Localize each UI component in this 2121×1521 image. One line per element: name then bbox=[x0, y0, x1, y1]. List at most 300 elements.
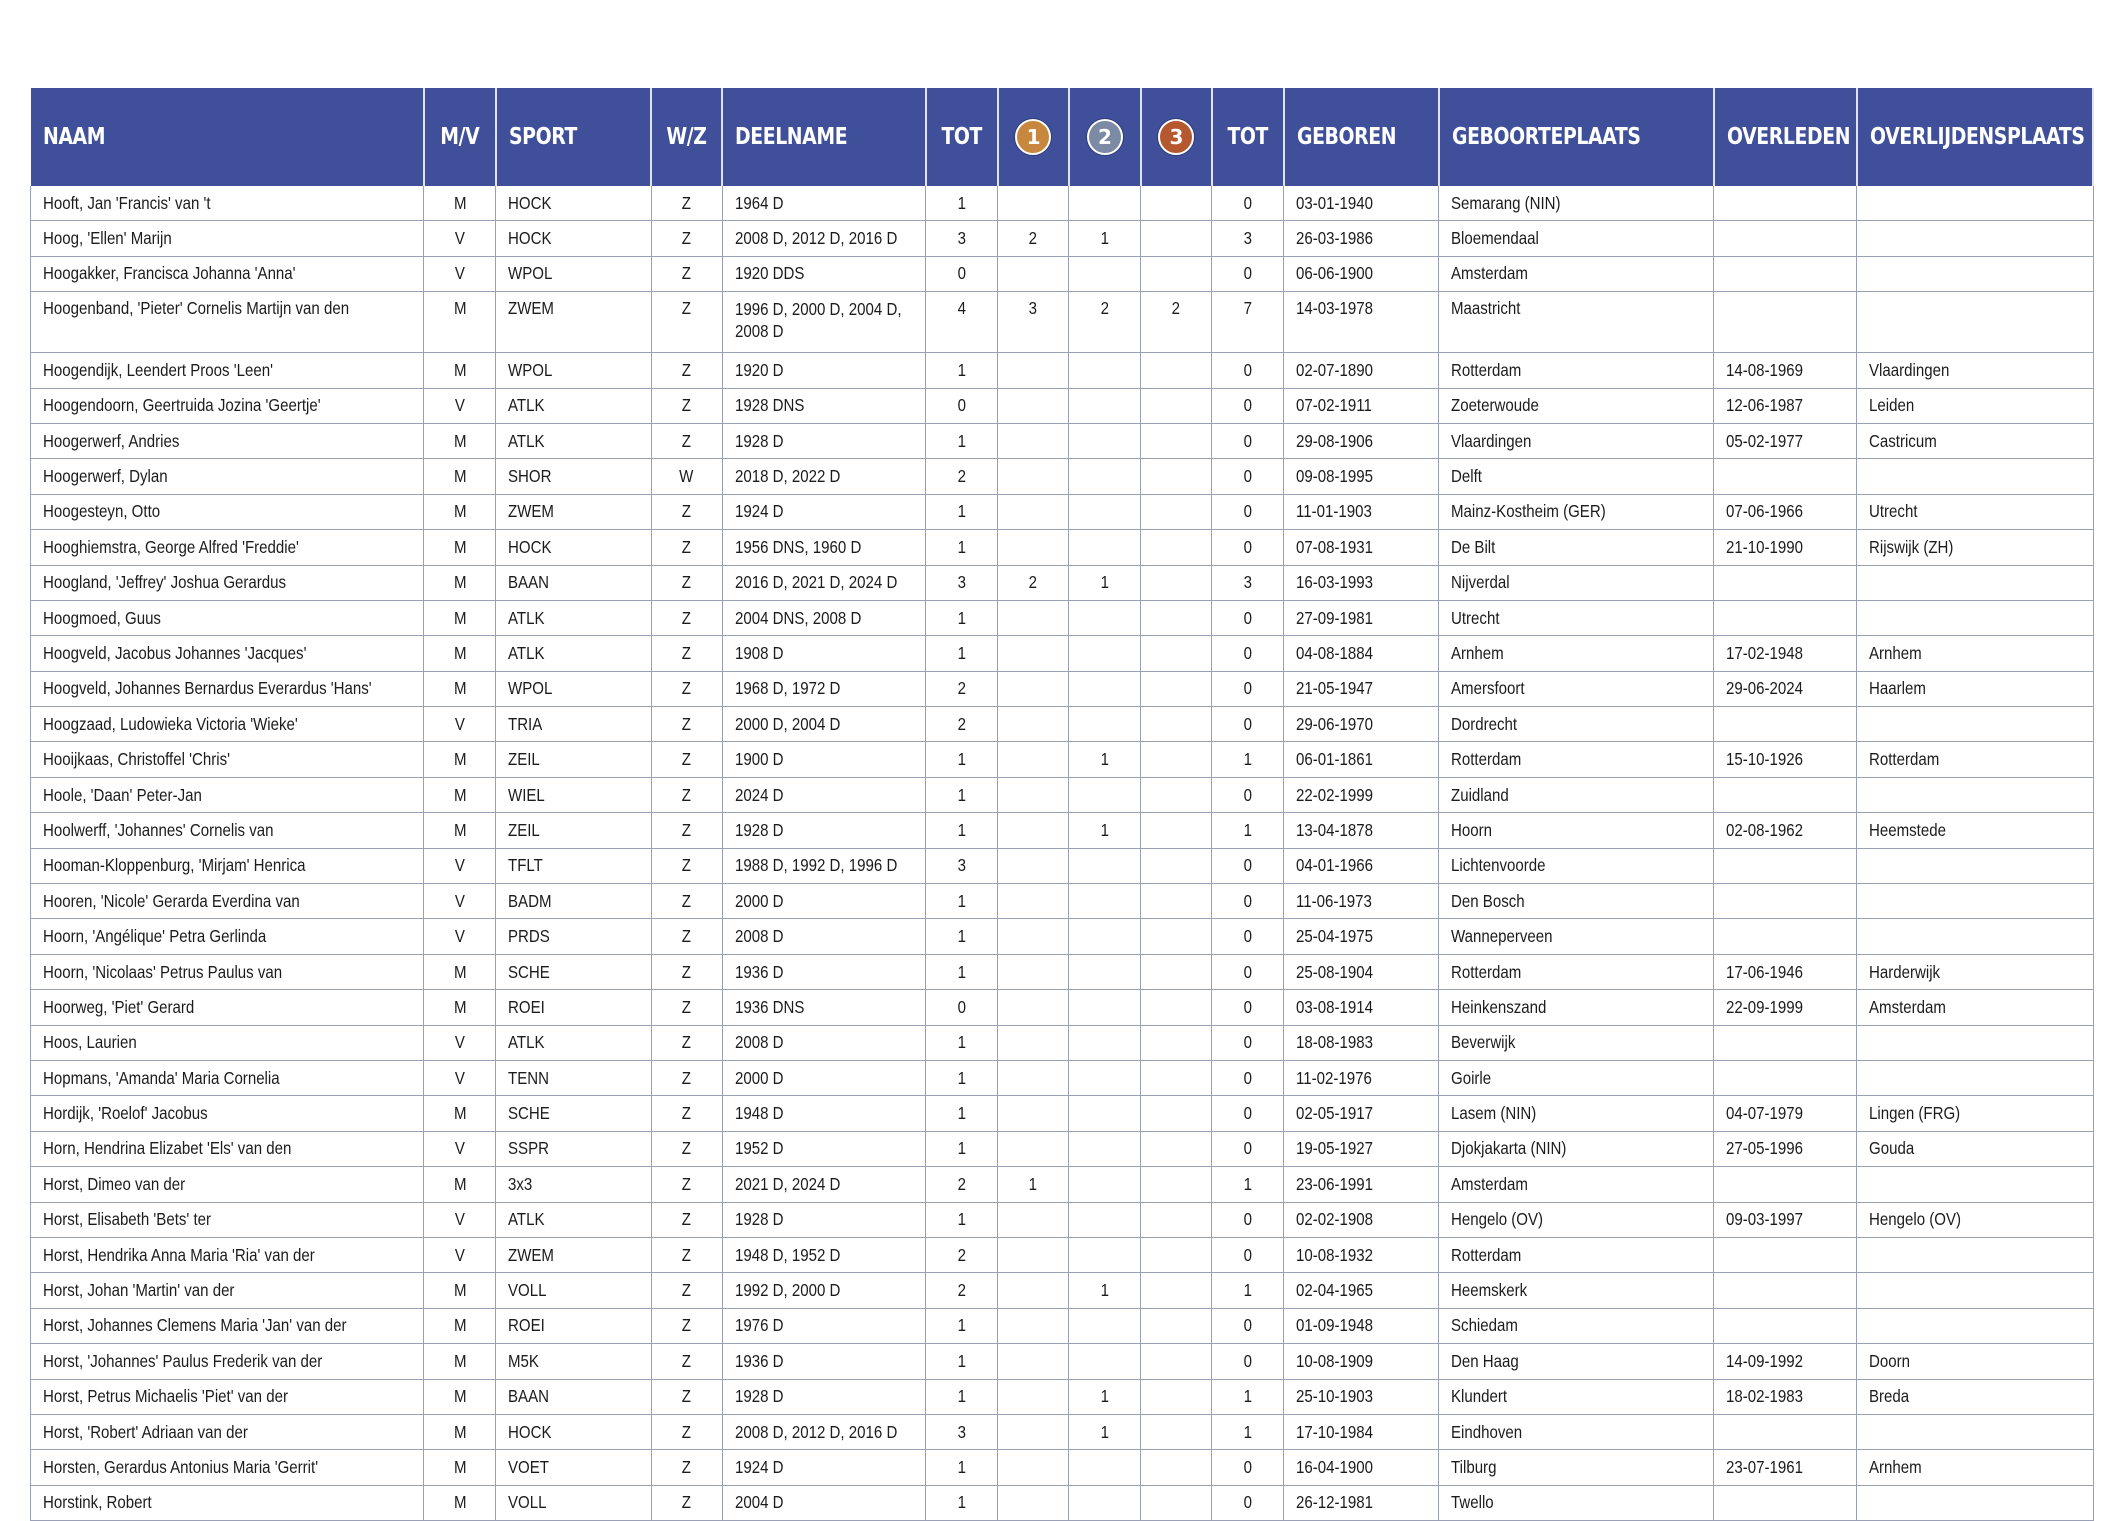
cell-mv: V bbox=[424, 848, 496, 883]
cell-overlijdensplaats: Leiden bbox=[1857, 388, 2093, 423]
cell-geboorteplaats: Amsterdam bbox=[1439, 256, 1714, 291]
cell-overlijdensplaats bbox=[1857, 565, 2093, 600]
cell-naam: Hoogenband, 'Pieter' Cornelis Martijn van den bbox=[31, 292, 424, 353]
cell-silver: 1 bbox=[1069, 1273, 1141, 1308]
cell-sport: BAAN bbox=[496, 1379, 651, 1414]
cell-deelname: 1928 D bbox=[722, 1379, 926, 1414]
cell-geboren: 22-02-1999 bbox=[1284, 777, 1439, 812]
cell-overlijdensplaats: Heemstede bbox=[1857, 813, 2093, 848]
header-row bbox=[31, 88, 2094, 186]
cell-wz: Z bbox=[651, 221, 722, 256]
cell-overleden: 23-07-1961 bbox=[1714, 1450, 1857, 1485]
cell-tot-medals: 0 bbox=[1212, 1060, 1284, 1095]
cell-geboren: 02-05-1917 bbox=[1284, 1096, 1439, 1131]
cell-geboren: 18-08-1983 bbox=[1284, 1025, 1439, 1060]
cell-overlijdensplaats: Rijswijk (ZH) bbox=[1857, 530, 2093, 565]
cell-sport: SSPR bbox=[496, 1131, 651, 1166]
cell-bronze bbox=[1141, 423, 1212, 458]
cell-tot-participations: 1 bbox=[926, 777, 998, 812]
header-geboren: GEBOREN bbox=[1284, 88, 1439, 186]
cell-overlijdensplaats: Castricum bbox=[1857, 423, 2093, 458]
table-row bbox=[31, 1096, 2094, 1131]
cell-geboorteplaats: Hengelo (OV) bbox=[1439, 1202, 1714, 1237]
cell-gold: 2 bbox=[998, 565, 1069, 600]
cell-sport: HOCK bbox=[496, 530, 651, 565]
cell-geboren: 26-03-1986 bbox=[1284, 221, 1439, 256]
cell-mv: M bbox=[424, 777, 496, 812]
table-row bbox=[31, 671, 2094, 706]
cell-geboorteplaats: Eindhoven bbox=[1439, 1414, 1714, 1449]
cell-mv: V bbox=[424, 1025, 496, 1060]
cell-overleden bbox=[1714, 777, 1857, 812]
cell-naam: Horst, Elisabeth 'Bets' ter bbox=[31, 1202, 424, 1237]
cell-overleden: 22-09-1999 bbox=[1714, 990, 1857, 1025]
cell-bronze bbox=[1141, 494, 1212, 529]
cell-sport: ATLK bbox=[496, 636, 651, 671]
cell-overlijdensplaats bbox=[1857, 1025, 2093, 1060]
cell-deelname: 2021 D, 2024 D bbox=[722, 1167, 926, 1202]
cell-deelname: 2008 D, 2012 D, 2016 D bbox=[722, 1414, 926, 1449]
header-tot-medals: TOT bbox=[1212, 88, 1284, 186]
cell-gold bbox=[998, 1237, 1069, 1272]
cell-deelname: 2000 D bbox=[722, 884, 926, 919]
cell-sport: HOCK bbox=[496, 1414, 651, 1449]
cell-deelname: 2018 D, 2022 D bbox=[722, 459, 926, 494]
cell-tot-participations: 1 bbox=[926, 423, 998, 458]
cell-sport: SHOR bbox=[496, 459, 651, 494]
table-row bbox=[31, 848, 2094, 883]
cell-tot-participations: 1 bbox=[926, 1096, 998, 1131]
cell-sport: TRIA bbox=[496, 707, 651, 742]
cell-gold bbox=[998, 388, 1069, 423]
cell-geboren: 19-05-1927 bbox=[1284, 1131, 1439, 1166]
cell-naam: Hoorn, 'Angélique' Petra Gerlinda bbox=[31, 919, 424, 954]
cell-deelname: 1968 D, 1972 D bbox=[722, 671, 926, 706]
cell-gold bbox=[998, 1060, 1069, 1095]
cell-silver bbox=[1069, 919, 1141, 954]
cell-bronze bbox=[1141, 530, 1212, 565]
cell-wz: Z bbox=[651, 1060, 722, 1095]
table-row bbox=[31, 1450, 2094, 1485]
cell-silver: 1 bbox=[1069, 221, 1141, 256]
cell-geboorteplaats: Rotterdam bbox=[1439, 353, 1714, 388]
cell-bronze bbox=[1141, 221, 1212, 256]
cell-mv: M bbox=[424, 1485, 496, 1520]
header-overlijdensplaats: OVERLIJDENSPLAATS bbox=[1857, 88, 2093, 186]
cell-tot-participations: 3 bbox=[926, 565, 998, 600]
cell-bronze bbox=[1141, 353, 1212, 388]
cell-tot-medals: 0 bbox=[1212, 530, 1284, 565]
cell-mv: V bbox=[424, 884, 496, 919]
cell-geboorteplaats: De Bilt bbox=[1439, 530, 1714, 565]
cell-wz: Z bbox=[651, 1025, 722, 1060]
cell-wz: Z bbox=[651, 848, 722, 883]
cell-geboorteplaats: Heemskerk bbox=[1439, 1273, 1714, 1308]
cell-deelname: 1900 D bbox=[722, 742, 926, 777]
cell-gold bbox=[998, 884, 1069, 919]
cell-silver bbox=[1069, 990, 1141, 1025]
cell-overlijdensplaats bbox=[1857, 777, 2093, 812]
cell-deelname: 1964 D bbox=[722, 186, 926, 221]
cell-naam: Horst, 'Robert' Adriaan van der bbox=[31, 1414, 424, 1449]
cell-tot-medals: 0 bbox=[1212, 1308, 1284, 1343]
cell-tot-medals: 0 bbox=[1212, 1202, 1284, 1237]
cell-mv: V bbox=[424, 1202, 496, 1237]
cell-tot-medals: 0 bbox=[1212, 954, 1284, 989]
cell-silver bbox=[1069, 1450, 1141, 1485]
cell-geboren: 02-02-1908 bbox=[1284, 1202, 1439, 1237]
cell-gold bbox=[998, 636, 1069, 671]
cell-wz: Z bbox=[651, 1202, 722, 1237]
header-geboorteplaats: GEBOORTEPLAATS bbox=[1439, 88, 1714, 186]
cell-silver bbox=[1069, 1308, 1141, 1343]
cell-tot-medals: 3 bbox=[1212, 565, 1284, 600]
cell-silver bbox=[1069, 423, 1141, 458]
cell-overleden bbox=[1714, 919, 1857, 954]
cell-silver bbox=[1069, 1202, 1141, 1237]
cell-silver: 1 bbox=[1069, 813, 1141, 848]
cell-naam: Hooren, 'Nicole' Gerarda Everdina van bbox=[31, 884, 424, 919]
cell-tot-medals: 0 bbox=[1212, 1450, 1284, 1485]
cell-bronze bbox=[1141, 459, 1212, 494]
cell-tot-medals: 0 bbox=[1212, 1025, 1284, 1060]
cell-tot-participations: 1 bbox=[926, 919, 998, 954]
cell-mv: M bbox=[424, 1167, 496, 1202]
cell-mv: M bbox=[424, 494, 496, 529]
cell-deelname: 1928 D bbox=[722, 813, 926, 848]
cell-tot-medals: 3 bbox=[1212, 221, 1284, 256]
cell-tot-participations: 1 bbox=[926, 1060, 998, 1095]
cell-gold bbox=[998, 459, 1069, 494]
cell-overleden: 17-06-1946 bbox=[1714, 954, 1857, 989]
cell-gold bbox=[998, 813, 1069, 848]
cell-deelname: 2004 D bbox=[722, 1485, 926, 1520]
cell-tot-medals: 0 bbox=[1212, 671, 1284, 706]
cell-bronze: 2 bbox=[1141, 292, 1212, 353]
cell-overlijdensplaats bbox=[1857, 256, 2093, 291]
cell-geboorteplaats: Mainz-Kostheim (GER) bbox=[1439, 494, 1714, 529]
cell-mv: M bbox=[424, 186, 496, 221]
cell-gold bbox=[998, 1202, 1069, 1237]
cell-wz: Z bbox=[651, 813, 722, 848]
cell-bronze bbox=[1141, 636, 1212, 671]
cell-tot-participations: 1 bbox=[926, 1202, 998, 1237]
olympians-table bbox=[30, 88, 2094, 1521]
cell-tot-participations: 1 bbox=[926, 530, 998, 565]
cell-tot-participations: 0 bbox=[926, 388, 998, 423]
cell-silver: 1 bbox=[1069, 1414, 1141, 1449]
cell-geboorteplaats: Djokjakarta (NIN) bbox=[1439, 1131, 1714, 1166]
cell-sport: ZWEM bbox=[496, 1237, 651, 1272]
cell-sport: ZEIL bbox=[496, 742, 651, 777]
cell-silver bbox=[1069, 884, 1141, 919]
cell-overleden: 07-06-1966 bbox=[1714, 494, 1857, 529]
cell-overlijdensplaats bbox=[1857, 848, 2093, 883]
cell-geboorteplaats: Wanneperveen bbox=[1439, 919, 1714, 954]
cell-mv: M bbox=[424, 1096, 496, 1131]
cell-mv: V bbox=[424, 388, 496, 423]
cell-silver bbox=[1069, 600, 1141, 635]
cell-deelname: 1992 D, 2000 D bbox=[722, 1273, 926, 1308]
cell-naam: Hoogendijk, Leendert Proos 'Leen' bbox=[31, 353, 424, 388]
cell-mv: M bbox=[424, 459, 496, 494]
cell-tot-medals: 0 bbox=[1212, 1485, 1284, 1520]
cell-gold bbox=[998, 530, 1069, 565]
cell-overleden: 14-09-1992 bbox=[1714, 1344, 1857, 1379]
cell-naam: Hoogveld, Johannes Bernardus Everardus 'Hans' bbox=[31, 671, 424, 706]
cell-geboren: 10-08-1909 bbox=[1284, 1344, 1439, 1379]
cell-overlijdensplaats bbox=[1857, 1273, 2093, 1308]
cell-geboorteplaats: Twello bbox=[1439, 1485, 1714, 1520]
cell-gold bbox=[998, 1096, 1069, 1131]
cell-wz: Z bbox=[651, 671, 722, 706]
cell-geboorteplaats: Rotterdam bbox=[1439, 1237, 1714, 1272]
cell-gold bbox=[998, 256, 1069, 291]
cell-tot-participations: 2 bbox=[926, 1273, 998, 1308]
cell-geboren: 07-02-1911 bbox=[1284, 388, 1439, 423]
cell-naam: Hoos, Laurien bbox=[31, 1025, 424, 1060]
cell-tot-participations: 3 bbox=[926, 848, 998, 883]
cell-tot-participations: 1 bbox=[926, 186, 998, 221]
cell-naam: Horst, Dimeo van der bbox=[31, 1167, 424, 1202]
cell-sport: WIEL bbox=[496, 777, 651, 812]
table-row bbox=[31, 884, 2094, 919]
cell-overleden bbox=[1714, 600, 1857, 635]
cell-tot-medals: 0 bbox=[1212, 1131, 1284, 1166]
cell-tot-participations: 3 bbox=[926, 1414, 998, 1449]
cell-mv: M bbox=[424, 813, 496, 848]
cell-wz: Z bbox=[651, 494, 722, 529]
cell-mv: M bbox=[424, 1273, 496, 1308]
bronze-medal-icon: 3 bbox=[1158, 119, 1194, 155]
cell-bronze bbox=[1141, 1485, 1212, 1520]
cell-tot-participations: 1 bbox=[926, 636, 998, 671]
cell-sport: PRDS bbox=[496, 919, 651, 954]
cell-geboorteplaats: Lichtenvoorde bbox=[1439, 848, 1714, 883]
cell-wz: Z bbox=[651, 1344, 722, 1379]
header-gold bbox=[998, 88, 1069, 186]
cell-mv: M bbox=[424, 1379, 496, 1414]
cell-naam: Horstink, Robert bbox=[31, 1485, 424, 1520]
cell-overleden: 18-02-1983 bbox=[1714, 1379, 1857, 1414]
cell-wz: Z bbox=[651, 954, 722, 989]
cell-silver bbox=[1069, 671, 1141, 706]
cell-tot-medals: 0 bbox=[1212, 353, 1284, 388]
cell-silver bbox=[1069, 1060, 1141, 1095]
cell-wz: Z bbox=[651, 1096, 722, 1131]
cell-gold bbox=[998, 671, 1069, 706]
cell-bronze bbox=[1141, 1273, 1212, 1308]
cell-sport: ROEI bbox=[496, 1308, 651, 1343]
cell-naam: Horsten, Gerardus Antonius Maria 'Gerrit' bbox=[31, 1450, 424, 1485]
cell-tot-participations: 1 bbox=[926, 1344, 998, 1379]
cell-wz: Z bbox=[651, 292, 722, 353]
cell-overleden bbox=[1714, 1414, 1857, 1449]
cell-mv: V bbox=[424, 1237, 496, 1272]
cell-naam: Horst, Johannes Clemens Maria 'Jan' van der bbox=[31, 1308, 424, 1343]
table-row bbox=[31, 1485, 2094, 1520]
cell-wz: Z bbox=[651, 1485, 722, 1520]
cell-geboren: 06-01-1861 bbox=[1284, 742, 1439, 777]
cell-naam: Hoogzaad, Ludowieka Victoria 'Wieke' bbox=[31, 707, 424, 742]
cell-naam: Hopmans, 'Amanda' Maria Cornelia bbox=[31, 1060, 424, 1095]
cell-geboren: 29-08-1906 bbox=[1284, 423, 1439, 458]
cell-silver: 1 bbox=[1069, 742, 1141, 777]
cell-overlijdensplaats: Haarlem bbox=[1857, 671, 2093, 706]
cell-deelname: 1952 D bbox=[722, 1131, 926, 1166]
cell-silver bbox=[1069, 494, 1141, 529]
cell-gold bbox=[998, 707, 1069, 742]
cell-bronze bbox=[1141, 1131, 1212, 1166]
cell-overlijdensplaats bbox=[1857, 1060, 2093, 1095]
cell-mv: M bbox=[424, 530, 496, 565]
cell-tot-medals: 0 bbox=[1212, 186, 1284, 221]
cell-gold bbox=[998, 742, 1069, 777]
cell-geboorteplaats: Nijverdal bbox=[1439, 565, 1714, 600]
cell-silver bbox=[1069, 353, 1141, 388]
cell-wz: Z bbox=[651, 1237, 722, 1272]
cell-sport: WPOL bbox=[496, 671, 651, 706]
cell-mv: V bbox=[424, 256, 496, 291]
cell-silver bbox=[1069, 1025, 1141, 1060]
cell-wz: Z bbox=[651, 1379, 722, 1414]
cell-naam: Hooft, Jan 'Francis' van 't bbox=[31, 186, 424, 221]
cell-bronze bbox=[1141, 813, 1212, 848]
cell-bronze bbox=[1141, 1202, 1212, 1237]
cell-sport: ZWEM bbox=[496, 292, 651, 353]
cell-naam: Horst, Hendrika Anna Maria 'Ria' van der bbox=[31, 1237, 424, 1272]
header-wz: W/Z bbox=[651, 88, 722, 186]
cell-tot-participations: 2 bbox=[926, 1237, 998, 1272]
cell-sport: ZWEM bbox=[496, 494, 651, 529]
cell-bronze bbox=[1141, 1167, 1212, 1202]
cell-overleden: 27-05-1996 bbox=[1714, 1131, 1857, 1166]
cell-wz: Z bbox=[651, 1414, 722, 1449]
table-row bbox=[31, 954, 2094, 989]
cell-tot-participations: 1 bbox=[926, 884, 998, 919]
cell-bronze bbox=[1141, 256, 1212, 291]
cell-geboren: 14-03-1978 bbox=[1284, 292, 1439, 353]
cell-tot-participations: 2 bbox=[926, 459, 998, 494]
cell-tot-medals: 0 bbox=[1212, 600, 1284, 635]
table-row bbox=[31, 565, 2094, 600]
cell-wz: Z bbox=[651, 353, 722, 388]
cell-wz: Z bbox=[651, 600, 722, 635]
cell-gold bbox=[998, 777, 1069, 812]
cell-overlijdensplaats bbox=[1857, 1414, 2093, 1449]
table-row bbox=[31, 1202, 2094, 1237]
cell-overlijdensplaats bbox=[1857, 707, 2093, 742]
cell-sport: M5K bbox=[496, 1344, 651, 1379]
table-row bbox=[31, 221, 2094, 256]
table-row bbox=[31, 459, 2094, 494]
cell-tot-participations: 1 bbox=[926, 954, 998, 989]
cell-overleden bbox=[1714, 186, 1857, 221]
cell-overleden: 09-03-1997 bbox=[1714, 1202, 1857, 1237]
cell-overlijdensplaats: Amsterdam bbox=[1857, 990, 2093, 1025]
table-header bbox=[31, 88, 2094, 186]
cell-overlijdensplaats bbox=[1857, 600, 2093, 635]
cell-geboren: 07-08-1931 bbox=[1284, 530, 1439, 565]
cell-mv: M bbox=[424, 1308, 496, 1343]
cell-geboren: 25-04-1975 bbox=[1284, 919, 1439, 954]
cell-wz: Z bbox=[651, 388, 722, 423]
cell-mv: M bbox=[424, 353, 496, 388]
table-row bbox=[31, 1273, 2094, 1308]
cell-overleden bbox=[1714, 459, 1857, 494]
cell-sport: BAAN bbox=[496, 565, 651, 600]
cell-bronze bbox=[1141, 671, 1212, 706]
cell-geboorteplaats: Zuidland bbox=[1439, 777, 1714, 812]
cell-silver bbox=[1069, 388, 1141, 423]
cell-silver bbox=[1069, 954, 1141, 989]
cell-overlijdensplaats: Utrecht bbox=[1857, 494, 2093, 529]
header-tot-participations: TOT bbox=[926, 88, 998, 186]
cell-overleden: 15-10-1926 bbox=[1714, 742, 1857, 777]
cell-naam: Hoogmoed, Guus bbox=[31, 600, 424, 635]
cell-silver bbox=[1069, 1237, 1141, 1272]
cell-wz: Z bbox=[651, 777, 722, 812]
cell-mv: M bbox=[424, 292, 496, 353]
cell-overleden bbox=[1714, 848, 1857, 883]
cell-geboren: 17-10-1984 bbox=[1284, 1414, 1439, 1449]
table-row bbox=[31, 1025, 2094, 1060]
cell-mv: M bbox=[424, 954, 496, 989]
cell-geboorteplaats: Lasem (NIN) bbox=[1439, 1096, 1714, 1131]
cell-tot-medals: 0 bbox=[1212, 256, 1284, 291]
cell-sport: 3x3 bbox=[496, 1167, 651, 1202]
cell-tot-participations: 2 bbox=[926, 1167, 998, 1202]
cell-mv: M bbox=[424, 423, 496, 458]
cell-overlijdensplaats bbox=[1857, 292, 2093, 353]
cell-mv: M bbox=[424, 1414, 496, 1449]
cell-wz: Z bbox=[651, 1167, 722, 1202]
cell-mv: M bbox=[424, 600, 496, 635]
cell-tot-medals: 1 bbox=[1212, 1414, 1284, 1449]
cell-wz: Z bbox=[651, 1308, 722, 1343]
cell-geboorteplaats: Beverwijk bbox=[1439, 1025, 1714, 1060]
cell-deelname: 2000 D bbox=[722, 1060, 926, 1095]
cell-deelname: 1996 D, 2000 D, 2004 D, 2008 D bbox=[722, 292, 926, 353]
cell-tot-participations: 0 bbox=[926, 990, 998, 1025]
cell-overlijdensplaats: Gouda bbox=[1857, 1131, 2093, 1166]
cell-tot-medals: 0 bbox=[1212, 707, 1284, 742]
cell-geboorteplaats: Tilburg bbox=[1439, 1450, 1714, 1485]
table-row bbox=[31, 388, 2094, 423]
cell-bronze bbox=[1141, 954, 1212, 989]
cell-geboren: 27-09-1981 bbox=[1284, 600, 1439, 635]
table-body bbox=[31, 186, 2094, 1521]
cell-sport: HOCK bbox=[496, 221, 651, 256]
cell-deelname: 2008 D bbox=[722, 919, 926, 954]
table-row bbox=[31, 813, 2094, 848]
cell-deelname: 1908 D bbox=[722, 636, 926, 671]
table-row bbox=[31, 919, 2094, 954]
cell-bronze bbox=[1141, 388, 1212, 423]
header-overleden: OVERLEDEN bbox=[1714, 88, 1857, 186]
cell-tot-participations: 1 bbox=[926, 353, 998, 388]
cell-sport: SCHE bbox=[496, 1096, 651, 1131]
cell-deelname: 1920 DDS bbox=[722, 256, 926, 291]
cell-silver bbox=[1069, 1485, 1141, 1520]
cell-tot-participations: 0 bbox=[926, 256, 998, 291]
cell-geboren: 26-12-1981 bbox=[1284, 1485, 1439, 1520]
cell-sport: ATLK bbox=[496, 1202, 651, 1237]
cell-overleden bbox=[1714, 256, 1857, 291]
cell-bronze bbox=[1141, 186, 1212, 221]
cell-bronze bbox=[1141, 884, 1212, 919]
cell-bronze bbox=[1141, 848, 1212, 883]
